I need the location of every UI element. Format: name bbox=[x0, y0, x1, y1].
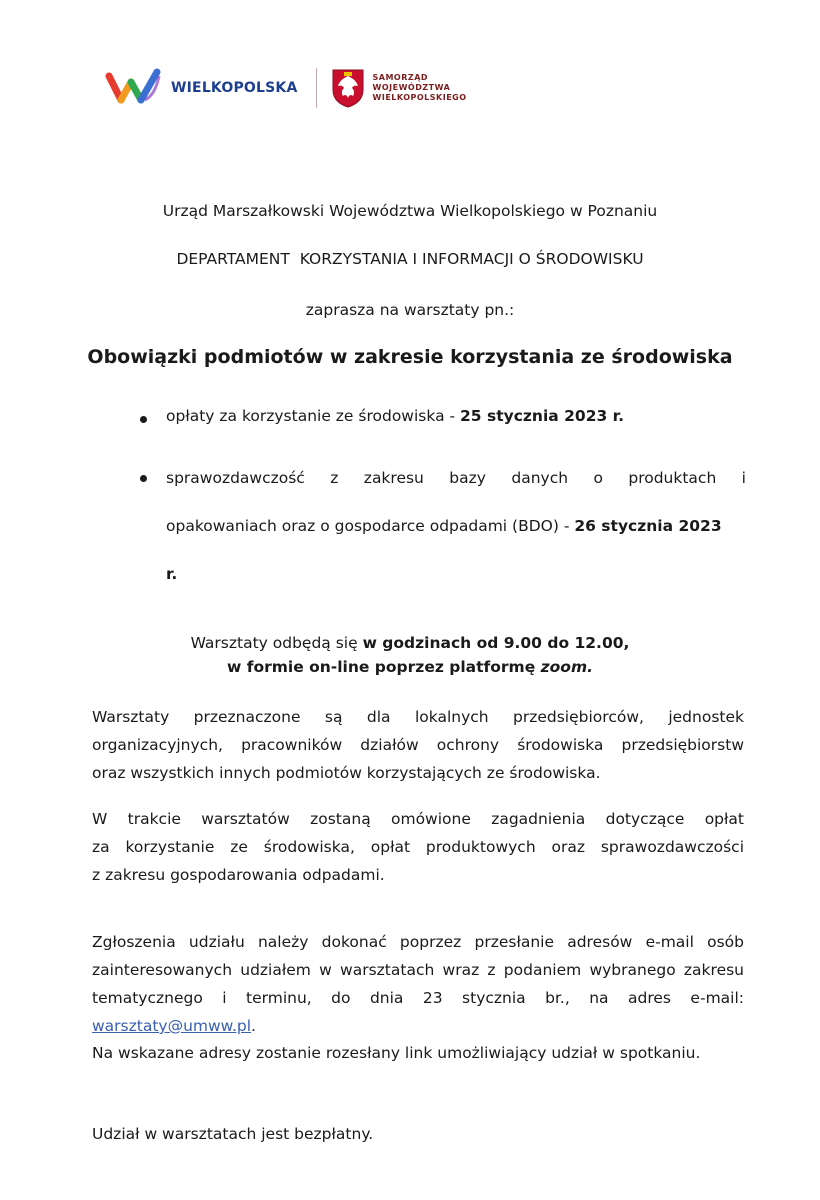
topics-paragraph: W trakcie warsztatów zostaną omówione zagadnienia dotyczące opłat za korzystanie ze środowiska, opłat produktowych oraz sprawozdawczości z zakresu gospodarowania odpadami. bbox=[92, 810, 744, 884]
invite-line: zaprasza na warsztaty pn.: bbox=[305, 301, 515, 319]
free-participation-note: Udział w warsztatach jest bezpłatny. bbox=[92, 1125, 374, 1143]
wielkopolska-logo-icon bbox=[105, 66, 163, 110]
brand-label: WIELKOPOLSKA bbox=[171, 80, 298, 96]
bullet-list-item-fees: opłaty za korzystanie ze środowiska - 25 stycznia 2023 r. bbox=[138, 407, 746, 425]
department-name: DEPARTAMENT KORZYSTANIA I INFORMACJI O ŚRODOWISKU bbox=[176, 250, 644, 268]
schedule-info: Warsztaty odbędą się w godzinach od 9.00 do 12.00, w formie on-line poprzez platformę zoom. bbox=[190, 634, 630, 676]
fees-date: 25 stycznia 2023 r. bbox=[460, 407, 624, 425]
bdo-date: 26 stycznia 2023 bbox=[574, 517, 722, 535]
coat-of-arms-icon bbox=[331, 68, 365, 108]
workshop-title: Obowiązki podmiotów w zakresie korzystania ze środowiska bbox=[87, 346, 733, 368]
link-info: Na wskazane adresy zostanie rozesłany link umożliwiający udział w spotkaniu. bbox=[92, 1044, 701, 1062]
header-divider bbox=[316, 68, 317, 108]
audience-paragraph: Warsztaty przeznaczone są dla lokalnych przedsiębiorców, jednostek organizacyjnych, pracowników działów ochrony środowiska przedsiębiorstw oraz wszystkich innych podmiotów korzystających ze środowiska. bbox=[92, 708, 744, 782]
registration-paragraph: Zgłoszenia udziału należy dokonać poprzez przesłanie adresów e-mail osób zainteresowanych udziałem w warsztatach wraz z podaniem wybranego zakresu tematycznego i terminu, do dnia 23 stycznia br., na adres e-mail: warsztaty@umww.pl. bbox=[92, 933, 744, 1035]
email-link[interactable]: warsztaty@umww.pl bbox=[92, 1017, 252, 1035]
crest-label: SAMORZĄD WOJEWÓDZTWA WIELKOPOLSKIEGO bbox=[372, 73, 467, 102]
header-logos bbox=[105, 64, 467, 112]
bullet-list-item-bdo: sprawozdawczość z zakresu bazy danych o produktach i opakowaniach oraz o gospodarce odpadami (BDO) - 26 stycznia 2023 r. bbox=[138, 454, 746, 598]
organization-name: Urząd Marszałkowski Województwa Wielkopolskiego w Poznaniu bbox=[162, 202, 658, 220]
